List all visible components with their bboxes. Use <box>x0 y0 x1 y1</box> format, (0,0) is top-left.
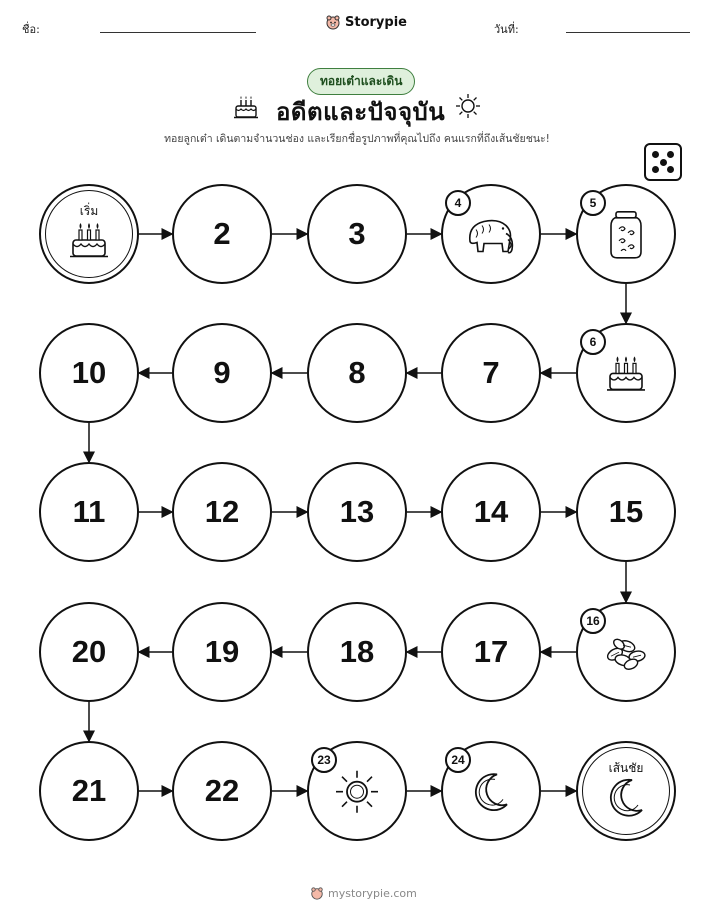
board-space-19 <box>172 602 272 702</box>
board-space-16 <box>576 602 676 702</box>
game-type-badge: ทอยเต๋าและเดิน <box>307 68 415 95</box>
board-space-2 <box>172 184 272 284</box>
board-space-21 <box>39 741 139 841</box>
space-number: 10 <box>71 355 107 390</box>
board-space-13 <box>307 462 407 562</box>
moon-icon <box>469 769 513 817</box>
footer-brand <box>310 886 417 900</box>
board-space-17 <box>441 602 541 702</box>
space-number: 15 <box>608 494 644 529</box>
instructions-text: ทอยลูกเต๋า เดินตามจำนวนช่อง และเรียกชื่อรูปภาพที่คุณไปถึง คนแรกที่ถึงเส้นชัยชนะ! <box>164 133 550 145</box>
footer-url: mystorypie.com <box>328 886 417 900</box>
space-number: 20 <box>71 634 107 669</box>
board-space-12 <box>172 462 272 562</box>
space-number-badge: 16 <box>580 608 606 634</box>
space-number: 3 <box>348 216 366 251</box>
board-space-22 <box>172 741 272 841</box>
moon-icon <box>604 775 648 823</box>
space-number: 13 <box>339 494 375 529</box>
board-space-3 <box>307 184 407 284</box>
board-space-14 <box>441 462 541 562</box>
board-space-9 <box>172 323 272 423</box>
space-number: 8 <box>348 355 366 390</box>
board-space-23 <box>307 741 407 841</box>
space-number: 11 <box>72 494 106 529</box>
board-space-24 <box>441 741 541 841</box>
page-title: อดีตและปัจจุบัน <box>276 98 446 126</box>
board-space-11 <box>39 462 139 562</box>
brand-name: Storypie <box>345 14 407 30</box>
board-space-20 <box>39 602 139 702</box>
mascot-icon <box>310 886 324 900</box>
board-space-10 <box>39 323 139 423</box>
space-number: 12 <box>204 494 240 529</box>
finish-label: เส้นชัย <box>608 761 644 775</box>
mammoth-icon <box>462 212 520 262</box>
space-number: 2 <box>213 216 231 251</box>
board-space-6 <box>576 323 676 423</box>
sun-icon <box>332 767 382 821</box>
space-number: 7 <box>482 355 500 390</box>
space-number: 9 <box>213 355 231 390</box>
space-number-badge: 23 <box>311 747 337 773</box>
space-number: 21 <box>71 773 107 808</box>
space-number: 18 <box>339 634 375 669</box>
space-number-badge: 5 <box>580 190 606 216</box>
space-number-badge: 4 <box>445 190 471 216</box>
space-number: 17 <box>473 634 509 669</box>
date-label: วันที่: <box>494 23 519 36</box>
space-number-badge: 24 <box>445 747 471 773</box>
space-number: 22 <box>204 773 240 808</box>
board-space-7 <box>441 323 541 423</box>
board-space-5 <box>576 184 676 284</box>
start-label: เริ่ม <box>79 204 99 218</box>
space-number: 14 <box>473 494 509 529</box>
finish-space <box>576 741 676 841</box>
board-space-18 <box>307 602 407 702</box>
start-space <box>39 184 139 284</box>
board-space-4 <box>441 184 541 284</box>
name-label: ชื่อ: <box>22 23 40 36</box>
space-number-badge: 6 <box>580 329 606 355</box>
seeds-icon <box>601 632 651 676</box>
board-space-8 <box>307 323 407 423</box>
birthday-cake-icon <box>604 351 648 399</box>
board-space-15 <box>576 462 676 562</box>
birthday-cake-icon <box>67 218 111 266</box>
space-number: 19 <box>204 634 240 669</box>
jar-icon <box>606 209 646 265</box>
